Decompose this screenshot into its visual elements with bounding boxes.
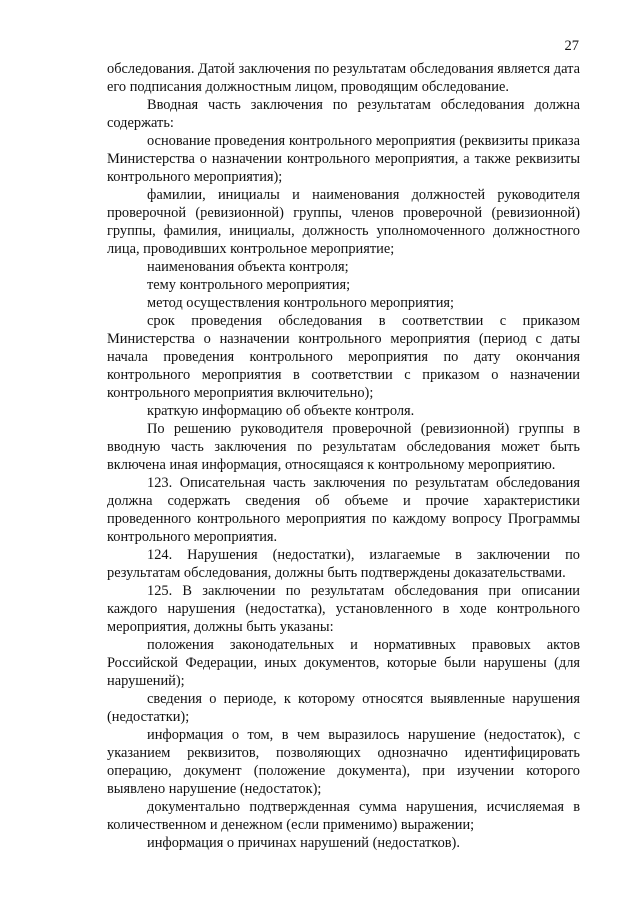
- page-number: 27: [564, 38, 579, 54]
- paragraph: основание проведения контрольного мероприятия (реквизиты приказа Министерства о назначении контрольного мероприятия, а также реквизиты контрольного мероприятия);: [107, 133, 580, 185]
- paragraph: тему контрольного мероприятия;: [147, 277, 351, 293]
- paragraph: 123. Описательная часть заключения по результатам обследования должна содержать сведения об объеме и прочие характеристики проведенного контрольного мероприятия по каждому вопросу Программы контрольного мероприятия.: [107, 475, 580, 545]
- document-body: [107, 60, 580, 852]
- paragraph: сведения о периоде, к которому относятся выявленные нарушения (недостатки);: [107, 691, 580, 725]
- paragraph: По решению руководителя проверочной (ревизионной) группы в вводную часть заключения по результатам обследования может быть включена иная информация, относящаяся к контрольному мероприятию.: [107, 421, 580, 473]
- paragraph: краткую информацию об объекте контроля.: [147, 403, 415, 419]
- paragraph: 125. В заключении по результатам обследования при описании каждого нарушения (недостатка), установленного в ходе контрольного мероприятия, должны быть указаны:: [107, 583, 580, 635]
- paragraph: положения законодательных и нормативных правовых актов Российской Федерации, иных документов, которые были нарушены (для нарушений);: [107, 637, 580, 689]
- paragraph: документально подтвержденная сумма нарушения, исчисляемая в количественном и денежном (если применимо) выражении;: [107, 799, 580, 833]
- paragraph: срок проведения обследования в соответствии с приказом Министерства о назначении контрольного мероприятия (период с даты начала проведения контрольного мероприятия по дату окончания контрольного мероприятия в соответствии с приказом о назначении контрольного мероприятия включительно);: [107, 313, 580, 401]
- paragraph: метод осуществления контрольного мероприятия;: [147, 295, 455, 311]
- paragraph: 124. Нарушения (недостатки), излагаемые в заключении по результатам обследования, должны быть подтверждены доказательствами.: [107, 547, 580, 581]
- paragraph: информация о причинах нарушений (недостатков).: [147, 835, 460, 851]
- paragraph: наименования объекта контроля;: [147, 259, 349, 275]
- paragraph: фамилии, инициалы и наименования должностей руководителя проверочной (ревизионной) группы, членов проверочной (ревизионной) группы, фамилия, инициалы, должность уполномоченного должностного лица, проводивших контрольное мероприятие;: [107, 187, 580, 257]
- paragraph: обследования. Датой заключения по результатам обследования является дата его подписания должностным лицом, проводящим обследование.: [107, 61, 580, 95]
- paragraph: Вводная часть заключения по результатам обследования должна содержать:: [107, 97, 580, 131]
- paragraph: информация о том, в чем выразилось нарушение (недостаток), с указанием реквизитов, позволяющих однозначно идентифицировать операцию, документ (положение документа), при изучении которого выявлено нарушение (недостаток);: [107, 727, 580, 797]
